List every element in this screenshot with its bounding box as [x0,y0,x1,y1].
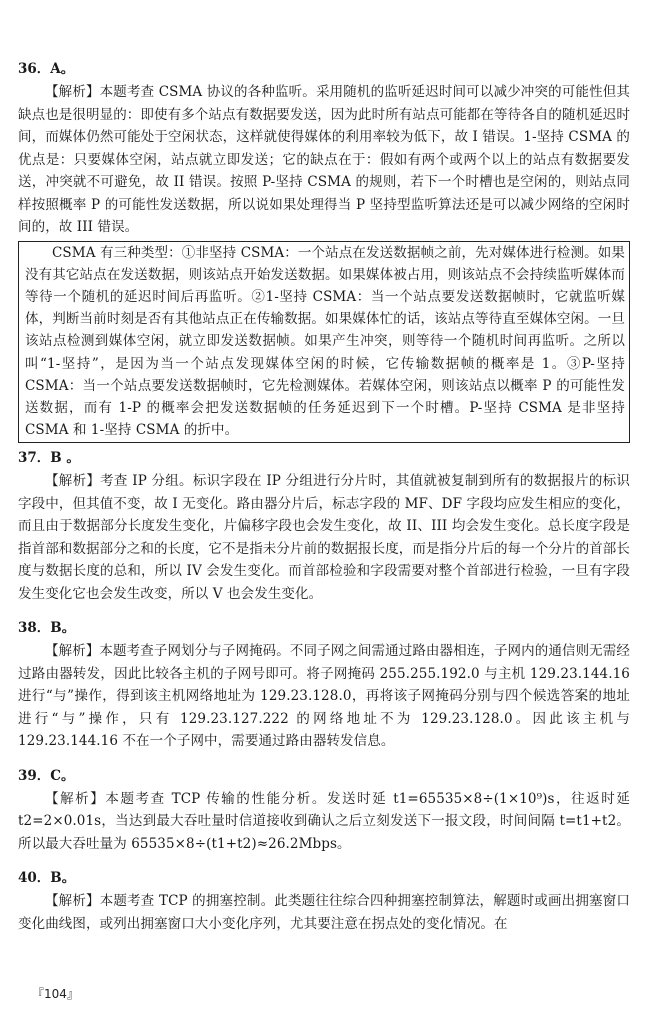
page-number: 『104』 [32,987,79,1001]
section-37 [18,447,630,605]
analysis-paragraph: 【解析】本题考查 CSMA 协议的各种监听。采用随机的监听延迟时间可以减少冲突的可能性但其缺点也是很明显的：即使有多个站点有数据要发送，因为此时所有站点可能都在等待各自的随机延迟时间，而媒体仍然可能处于空闲状态，这样就使得媒体的利用率较为低下，故 I 错误。1-坚持 CSMA 的优点是：只要媒体空闲，站点就立即发送；它的缺点在于：假如有两个或两个以上的站点有数据要发送，冲突就不可避免，故 II 错误。按照 P-坚持 CSMA 的规则，若下一个时槽也是空闲的，则站点同样按照概率 P 的可能性发送数据，所以说如果处理得当 P 坚持型监听算法还是可以减少网络的空闲时间的，故 III 错误。 [18,84,630,235]
section-36 [18,58,630,443]
analysis-paragraph: 【解析】考查 IP 分组。标识字段在 IP 分组进行分片时，其值就被复制到所有的数据报片的标识字段中，但其值不变，故 I 无变化。路由器分片后，标志字段的 MF、DF 字段均应发生相应的变化，而且由于数据部分长度发生变化，片偏移字段也会发生变化，故 II、III 均会发生变化。总长度字段是指首部和数据部分之和的长度，它不是指未分片前的数据报长度，而是指分片后的每一个分片的首部长度与数据长度的总和，所以 IV 会发生变化。而首部检验和字段需要对整个首部进行检验，一旦有字段发生变化它也会发生改变，所以 V 也会发生变化。 [18,473,630,602]
analysis-paragraph: 【解析】本题考查 TCP 传输的性能分析。发送时延 t1=65535×8÷(1×10⁹)s，往返时延 t2=2×0.01s，当达到最大吞吐量时信道接收到确认之后立刻发送下一报文段，时间间隔 t=t1+t2。所以最大吞吐量为 65535×8÷(t1+t2)≈26.2Mbps。 [18,790,630,852]
analysis-paragraph: 【解析】本题考查 TCP 的拥塞控制。此类题往往综合四种拥塞控制算法，解题时或画出拥塞窗口变化曲线图，或列出拥塞窗口大小变化序列，尤其要注意在拐点处的变化情况。在 [18,893,630,932]
question-heading: 37．B 。 [18,450,80,467]
question-heading: 39．C。 [18,767,75,784]
csma-note-text: CSMA 有三种类型：①非坚持 CSMA：一个站点在发送数据帧之前，先对媒体进行检测。如果没有其它站点在发送数据，则该站点开始发送数据。如果媒体被占用，则该站点不会持续监听媒体而等待一个随机的延迟时间后再监听。②1-坚持 CSMA：当一个站点要发送数据帧时，它就监听媒体，判断当前时刻是否有其他站点正在传输数据。如果媒体忙的话，该站点等待直至媒体空闲。一旦该站点检测到媒体空闲，就立即发送数据帧。如果产生冲突，则等待一个随机时间再监听。之所以叫“1-坚持”，是因为当一个站点发现媒体空闲的时候，它传输数据帧的概率是 1。③P-坚持 CSMA：当一个站点要发送数据帧时，它先检测媒体。若媒体空闲，则该站点以概率 P 的可能性发送数据，而有 1-P 的概率会把发送数据帧的任务延迟到下一个时槽。P-坚持 CSMA 是非坚持 CSMA 和 1-坚持 CSMA 的折中。 [25,244,625,439]
csma-note-box [18,241,630,444]
section-40 [18,867,630,935]
question-heading: 36．A。 [18,61,75,77]
section-39 [18,765,630,856]
answer-page [18,58,630,935]
question-heading: 38．B。 [18,620,76,637]
section-38 [18,617,630,753]
question-heading: 40．B。 [18,870,76,887]
analysis-paragraph: 【解析】本题考查子网划分与子网掩码。不同子网之间需通过路由器相连，子网内的通信则无需经过路由器转发，因此比较各主机的子网号即可。将子网掩码 255.255.192.0 与主机 129.23.144.16 进行“与”操作，得到该主机网络地址为 129.23.128.0，再将该子网掩码分别与四个候选答案的地址进行“与”操作，只有 129.23.127.222 的网络地址不为 129.23.128.0。因此该主机与 129.23.144.16 不在一个子网中，需要通过路由器转发信息。 [18,643,630,750]
